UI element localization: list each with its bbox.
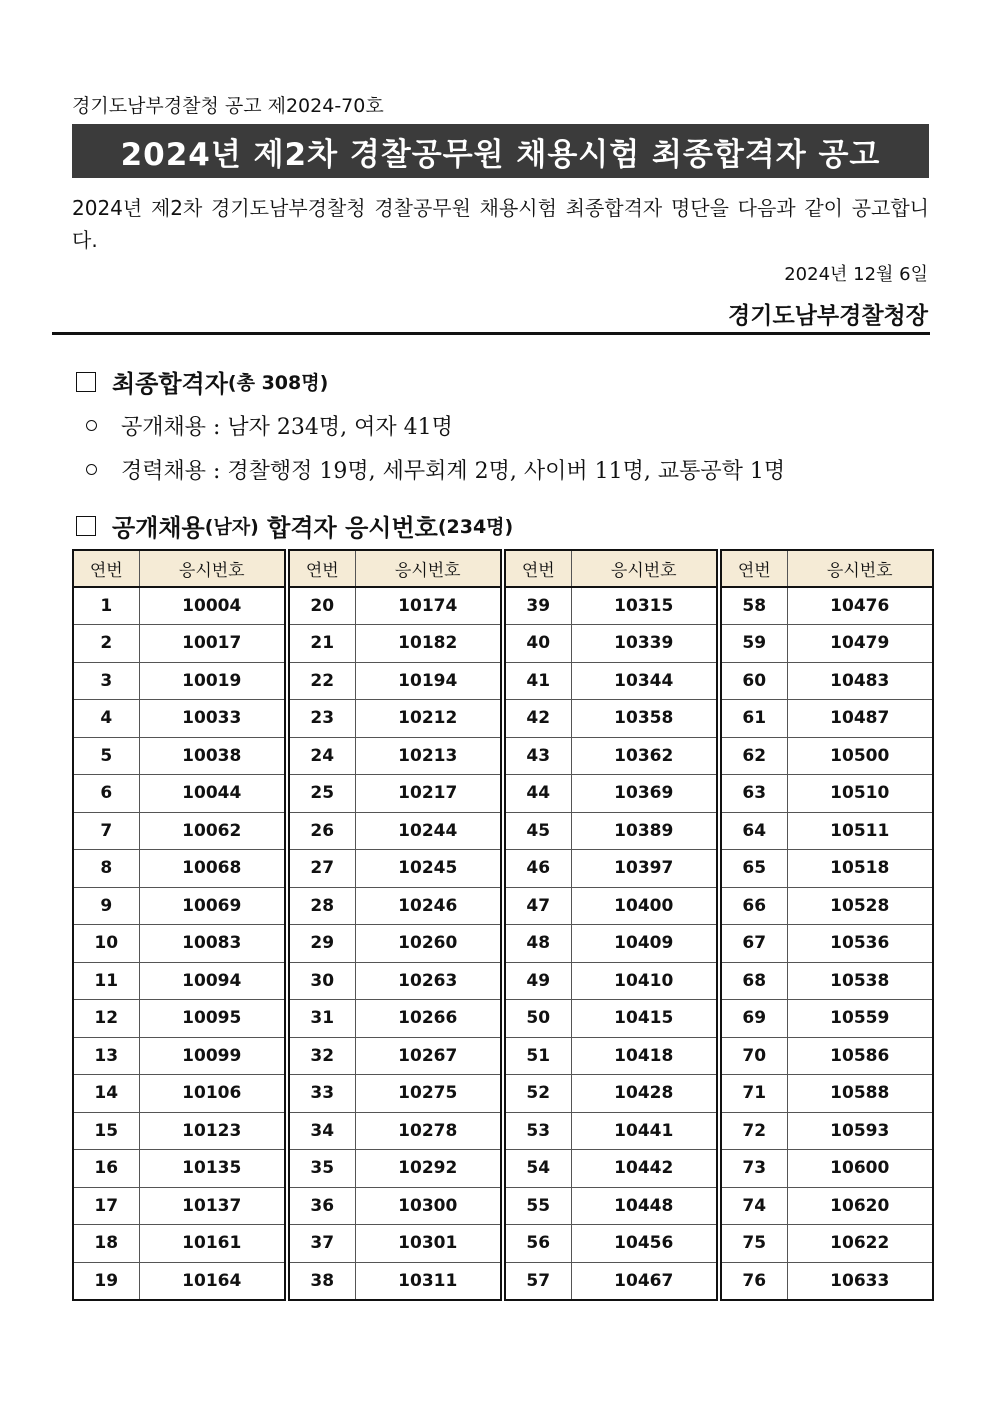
table-row (73, 1225, 285, 1263)
table-row (289, 962, 501, 1000)
seq-cell: 66 (721, 887, 787, 925)
results-table-group (288, 549, 502, 1301)
table-row (73, 812, 285, 850)
table-row (289, 1150, 501, 1188)
exam-number-cell: 10263 (355, 962, 501, 1000)
table-row (289, 1262, 501, 1300)
seq-cell: 47 (505, 887, 571, 925)
exam-number-cell: 10633 (787, 1262, 933, 1300)
exam-number-cell: 10004 (139, 587, 285, 625)
exam-number-cell: 10500 (787, 737, 933, 775)
table-row (73, 775, 285, 813)
exam-number-cell: 10275 (355, 1075, 501, 1113)
seq-cell: 19 (73, 1262, 139, 1300)
table-row (73, 850, 285, 888)
section-heading-open-recruit-male (76, 508, 513, 543)
exam-number-cell: 10622 (787, 1225, 933, 1263)
exam-number-cell: 10068 (139, 850, 285, 888)
seq-cell: 11 (73, 962, 139, 1000)
seq-cell: 67 (721, 925, 787, 963)
seq-cell: 44 (505, 775, 571, 813)
seq-cell: 3 (73, 662, 139, 700)
table-row (721, 812, 933, 850)
seq-cell: 28 (289, 887, 355, 925)
table-row (721, 662, 933, 700)
results-table-group (504, 549, 718, 1301)
exam-number-cell: 10479 (787, 625, 933, 663)
seq-cell: 30 (289, 962, 355, 1000)
exam-number-cell: 10487 (787, 700, 933, 738)
seq-cell: 27 (289, 850, 355, 888)
table-row (721, 1225, 933, 1263)
exam-number-cell: 10441 (571, 1112, 717, 1150)
exam-number-cell: 10483 (787, 662, 933, 700)
table-row (505, 700, 717, 738)
exam-number-cell: 10311 (355, 1262, 501, 1300)
table-row (505, 1075, 717, 1113)
table-row (289, 1037, 501, 1075)
seq-cell: 33 (289, 1075, 355, 1113)
table-row (721, 1112, 933, 1150)
exam-number-cell: 10538 (787, 962, 933, 1000)
table-row (289, 850, 501, 888)
table-row (721, 1262, 933, 1300)
exam-number-cell: 10099 (139, 1037, 285, 1075)
notice-number: 경기도남부경찰청 공고 제2024-70호 (72, 95, 384, 117)
exam-number-cell: 10467 (571, 1262, 717, 1300)
exam-number-cell: 10397 (571, 850, 717, 888)
exam-number-cell: 10536 (787, 925, 933, 963)
section-title-d: (234명) (437, 516, 514, 538)
table-row (73, 625, 285, 663)
seq-cell: 13 (73, 1037, 139, 1075)
table-row (289, 925, 501, 963)
exam-number-cell: 10559 (787, 1000, 933, 1038)
issuer-name: 경기도남부경찰청장 (728, 303, 928, 329)
table-row (73, 962, 285, 1000)
square-bullet-icon (76, 372, 96, 392)
column-header-exam-number: 응시번호 (571, 550, 717, 587)
seq-cell: 23 (289, 700, 355, 738)
seq-cell: 35 (289, 1150, 355, 1188)
exam-number-cell: 10217 (355, 775, 501, 813)
table-row (721, 1150, 933, 1188)
seq-cell: 31 (289, 1000, 355, 1038)
bullet-item (86, 410, 453, 441)
column-header-exam-number: 응시번호 (787, 550, 933, 587)
exam-number-cell: 10094 (139, 962, 285, 1000)
seq-cell: 39 (505, 587, 571, 625)
results-table (72, 549, 934, 1301)
table-row (289, 1075, 501, 1113)
column-header-seq: 연번 (289, 550, 355, 587)
table-header-row (289, 550, 501, 587)
exam-number-cell: 10017 (139, 625, 285, 663)
table-row (505, 587, 717, 625)
seq-cell: 62 (721, 737, 787, 775)
seq-cell: 22 (289, 662, 355, 700)
exam-number-cell: 10339 (571, 625, 717, 663)
table-row (505, 625, 717, 663)
section-heading-final-passers (76, 364, 328, 399)
seq-cell: 25 (289, 775, 355, 813)
exam-number-cell: 10174 (355, 587, 501, 625)
table-row (289, 587, 501, 625)
seq-cell: 4 (73, 700, 139, 738)
table-row (721, 1037, 933, 1075)
seq-cell: 38 (289, 1262, 355, 1300)
table-row (721, 962, 933, 1000)
table-row (289, 775, 501, 813)
seq-cell: 50 (505, 1000, 571, 1038)
seq-cell: 15 (73, 1112, 139, 1150)
seq-cell: 54 (505, 1150, 571, 1188)
column-header-exam-number: 응시번호 (355, 550, 501, 587)
seq-cell: 40 (505, 625, 571, 663)
square-bullet-icon (76, 516, 96, 536)
exam-number-cell: 10123 (139, 1112, 285, 1150)
seq-cell: 55 (505, 1187, 571, 1225)
exam-number-cell: 10278 (355, 1112, 501, 1150)
exam-number-cell: 10137 (139, 1187, 285, 1225)
exam-number-cell: 10213 (355, 737, 501, 775)
intro-paragraph: 2024년 제2차 경기도남부경찰청 경찰공무원 채용시험 최종합격자 명단을 다음과 같이 공고합니다. (72, 196, 929, 252)
table-row (289, 1225, 501, 1263)
seq-cell: 52 (505, 1075, 571, 1113)
seq-cell: 71 (721, 1075, 787, 1113)
seq-cell: 57 (505, 1262, 571, 1300)
table-row (289, 700, 501, 738)
seq-cell: 16 (73, 1150, 139, 1188)
table-row (505, 850, 717, 888)
exam-number-cell: 10182 (355, 625, 501, 663)
exam-number-cell: 10083 (139, 925, 285, 963)
section-title-b: (남자) (204, 516, 259, 538)
column-header-seq: 연번 (721, 550, 787, 587)
table-row (505, 737, 717, 775)
bullet-text: 공개채용 : 남자 234명, 여자 41명 (121, 415, 453, 440)
exam-number-cell: 10442 (571, 1150, 717, 1188)
seq-cell: 37 (289, 1225, 355, 1263)
table-header-row (721, 550, 933, 587)
exam-number-cell: 10510 (787, 775, 933, 813)
exam-number-cell: 10244 (355, 812, 501, 850)
exam-number-cell: 10369 (571, 775, 717, 813)
exam-number-cell: 10358 (571, 700, 717, 738)
table-row (73, 737, 285, 775)
seq-cell: 41 (505, 662, 571, 700)
table-row (289, 662, 501, 700)
table-row (505, 1150, 717, 1188)
seq-cell: 42 (505, 700, 571, 738)
seq-cell: 2 (73, 625, 139, 663)
exam-number-cell: 10418 (571, 1037, 717, 1075)
exam-number-cell: 10300 (355, 1187, 501, 1225)
table-row (73, 1000, 285, 1038)
seq-cell: 58 (721, 587, 787, 625)
seq-cell: 29 (289, 925, 355, 963)
table-row (73, 925, 285, 963)
table-row (505, 1000, 717, 1038)
seq-cell: 63 (721, 775, 787, 813)
exam-number-cell: 10389 (571, 812, 717, 850)
table-row (721, 1000, 933, 1038)
exam-number-cell: 10600 (787, 1150, 933, 1188)
exam-number-cell: 10194 (355, 662, 501, 700)
table-row (73, 887, 285, 925)
seq-cell: 24 (289, 737, 355, 775)
seq-cell: 45 (505, 812, 571, 850)
exam-number-cell: 10062 (139, 812, 285, 850)
exam-number-cell: 10586 (787, 1037, 933, 1075)
table-row (505, 1225, 717, 1263)
exam-number-cell: 10476 (787, 587, 933, 625)
exam-number-cell: 10106 (139, 1075, 285, 1113)
seq-cell: 61 (721, 700, 787, 738)
seq-cell: 34 (289, 1112, 355, 1150)
exam-number-cell: 10161 (139, 1225, 285, 1263)
exam-number-cell: 10593 (787, 1112, 933, 1150)
exam-number-cell: 10246 (355, 887, 501, 925)
seq-cell: 20 (289, 587, 355, 625)
seq-cell: 64 (721, 812, 787, 850)
section-title: 최종합격자 (112, 370, 228, 398)
seq-cell: 60 (721, 662, 787, 700)
exam-number-cell: 10456 (571, 1225, 717, 1263)
exam-number-cell: 10344 (571, 662, 717, 700)
seq-cell: 43 (505, 737, 571, 775)
seq-cell: 76 (721, 1262, 787, 1300)
exam-number-cell: 10410 (571, 962, 717, 1000)
exam-number-cell: 10164 (139, 1262, 285, 1300)
exam-number-cell: 10260 (355, 925, 501, 963)
table-header-row (505, 550, 717, 587)
seq-cell: 21 (289, 625, 355, 663)
seq-cell: 32 (289, 1037, 355, 1075)
table-row (721, 775, 933, 813)
exam-number-cell: 10245 (355, 850, 501, 888)
seq-cell: 10 (73, 925, 139, 963)
seq-cell: 68 (721, 962, 787, 1000)
table-row (721, 700, 933, 738)
table-row (73, 1187, 285, 1225)
divider-line (52, 332, 930, 335)
table-row (505, 962, 717, 1000)
seq-cell: 59 (721, 625, 787, 663)
table-row (73, 662, 285, 700)
table-row (505, 1262, 717, 1300)
table-row (73, 1150, 285, 1188)
bullet-item (86, 454, 785, 485)
exam-number-cell: 10409 (571, 925, 717, 963)
table-row (721, 1187, 933, 1225)
table-row (73, 1075, 285, 1113)
table-row (289, 1112, 501, 1150)
exam-number-cell: 10620 (787, 1187, 933, 1225)
seq-cell: 51 (505, 1037, 571, 1075)
exam-number-cell: 10044 (139, 775, 285, 813)
seq-cell: 69 (721, 1000, 787, 1038)
seq-cell: 72 (721, 1112, 787, 1150)
table-header-row (73, 550, 285, 587)
seq-cell: 14 (73, 1075, 139, 1113)
results-table-group (72, 549, 286, 1301)
bullet-text: 경력채용 : 경찰행정 19명, 세무회계 2명, 사이버 11명, 교통공학 1명 (121, 459, 786, 484)
exam-number-cell: 10266 (355, 1000, 501, 1038)
exam-number-cell: 10315 (571, 587, 717, 625)
exam-number-cell: 10428 (571, 1075, 717, 1113)
table-row (73, 1037, 285, 1075)
seq-cell: 46 (505, 850, 571, 888)
table-row (721, 625, 933, 663)
column-header-exam-number: 응시번호 (139, 550, 285, 587)
table-row (73, 587, 285, 625)
exam-number-cell: 10301 (355, 1225, 501, 1263)
table-row (73, 700, 285, 738)
section-subtitle: (총 308명) (227, 372, 329, 394)
table-row (721, 1075, 933, 1113)
exam-number-cell: 10069 (139, 887, 285, 925)
seq-cell: 12 (73, 1000, 139, 1038)
exam-number-cell: 10415 (571, 1000, 717, 1038)
table-row (721, 587, 933, 625)
seq-cell: 6 (73, 775, 139, 813)
circle-bullet-icon (86, 420, 97, 431)
exam-number-cell: 10033 (139, 700, 285, 738)
table-row (289, 625, 501, 663)
table-row (505, 1112, 717, 1150)
circle-bullet-icon (86, 464, 97, 475)
exam-number-cell: 10038 (139, 737, 285, 775)
exam-number-cell: 10518 (787, 850, 933, 888)
table-row (505, 812, 717, 850)
results-table-group (720, 549, 934, 1301)
section-title-a: 공개채용 (112, 514, 205, 542)
table-row (721, 887, 933, 925)
seq-cell: 53 (505, 1112, 571, 1150)
table-row (73, 1262, 285, 1300)
section-title-c: 합격자 응시번호 (258, 514, 438, 542)
exam-number-cell: 10135 (139, 1150, 285, 1188)
exam-number-cell: 10292 (355, 1150, 501, 1188)
exam-number-cell: 10212 (355, 700, 501, 738)
seq-cell: 18 (73, 1225, 139, 1263)
table-row (721, 850, 933, 888)
seq-cell: 65 (721, 850, 787, 888)
seq-cell: 74 (721, 1187, 787, 1225)
table-row (721, 925, 933, 963)
seq-cell: 8 (73, 850, 139, 888)
exam-number-cell: 10511 (787, 812, 933, 850)
table-row (73, 1112, 285, 1150)
seq-cell: 70 (721, 1037, 787, 1075)
exam-number-cell: 10528 (787, 887, 933, 925)
table-row (289, 887, 501, 925)
table-row (289, 1000, 501, 1038)
seq-cell: 49 (505, 962, 571, 1000)
table-row (289, 737, 501, 775)
seq-cell: 36 (289, 1187, 355, 1225)
table-row (505, 775, 717, 813)
table-row (721, 737, 933, 775)
exam-number-cell: 10019 (139, 662, 285, 700)
notice-date: 2024년 12월 6일 (784, 264, 928, 285)
exam-number-cell: 10095 (139, 1000, 285, 1038)
seq-cell: 5 (73, 737, 139, 775)
exam-number-cell: 10267 (355, 1037, 501, 1075)
column-header-seq: 연번 (73, 550, 139, 587)
seq-cell: 75 (721, 1225, 787, 1263)
seq-cell: 7 (73, 812, 139, 850)
seq-cell: 1 (73, 587, 139, 625)
table-row (289, 1187, 501, 1225)
column-header-seq: 연번 (505, 550, 571, 587)
table-row (505, 925, 717, 963)
table-row (505, 1037, 717, 1075)
seq-cell: 73 (721, 1150, 787, 1188)
table-row (505, 887, 717, 925)
table-row (289, 812, 501, 850)
seq-cell: 17 (73, 1187, 139, 1225)
exam-number-cell: 10448 (571, 1187, 717, 1225)
document-title: 2024년 제2차 경찰공무원 채용시험 최종합격자 공고 (72, 124, 929, 178)
seq-cell: 56 (505, 1225, 571, 1263)
seq-cell: 48 (505, 925, 571, 963)
table-row (505, 1187, 717, 1225)
table-row (505, 662, 717, 700)
exam-number-cell: 10588 (787, 1075, 933, 1113)
exam-number-cell: 10362 (571, 737, 717, 775)
seq-cell: 9 (73, 887, 139, 925)
exam-number-cell: 10400 (571, 887, 717, 925)
seq-cell: 26 (289, 812, 355, 850)
